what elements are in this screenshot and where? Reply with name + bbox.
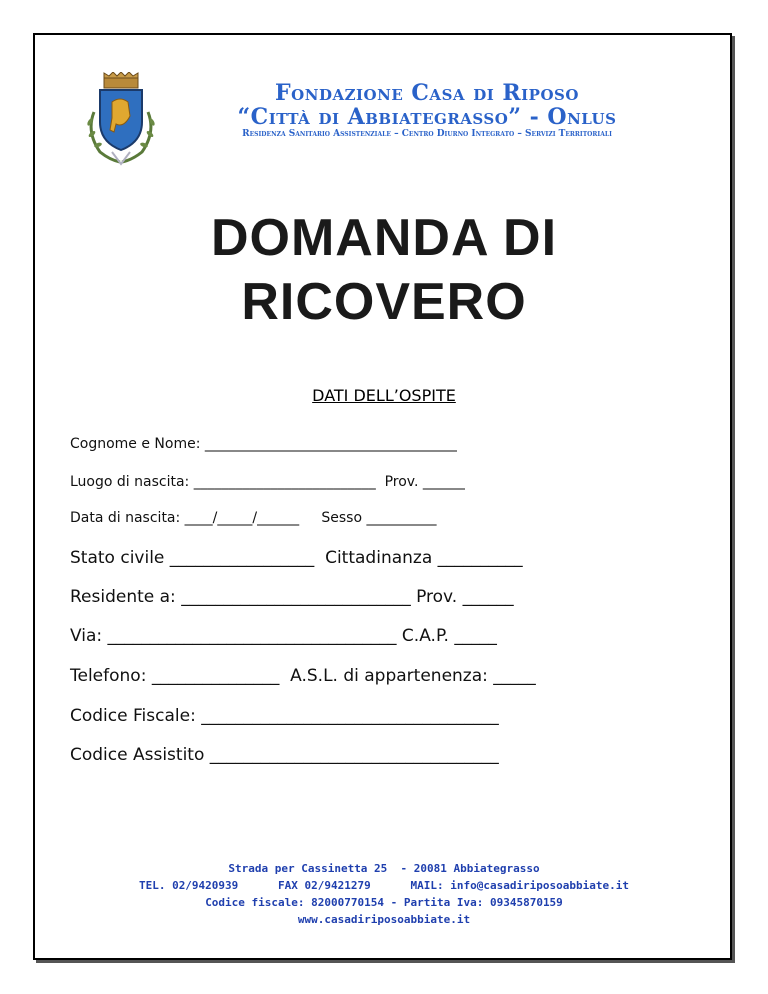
field-luogo-nascita[interactable]: Luogo di nascita: __________________________ Prov. ______ [70, 474, 465, 490]
field-telefono[interactable]: Telefono: _______________ A.S.L. di appartenenza: _____ [70, 666, 536, 686]
document-title-line2: RICOVERO [241, 273, 527, 331]
field-cognome-nome[interactable]: Cognome e Nome: ____________________________________ [70, 436, 457, 452]
footer-fiscal: Codice fiscale: 82000770154 - Partita Iva: 09345870159 [205, 896, 563, 909]
coat-of-arms-icon [80, 72, 162, 168]
section-heading: DATI DELL’OSPITE [312, 386, 456, 405]
footer-address: Strada per Cassinetta 25 - 20081 Abbiategrasso [228, 862, 540, 875]
field-data-nascita[interactable]: Data di nascita: ____/_____/______ Sesso __________ [70, 510, 437, 526]
field-stato-civile[interactable]: Stato civile _________________ Cittadinanza __________ [70, 548, 523, 568]
footer-contacts: TEL. 02/9420939 FAX 02/9421279 MAIL: info@casadiriposoabbiate.it [138, 879, 630, 892]
org-name-line1: Fondazione Casa di Riposo [275, 80, 579, 106]
field-codice-assistito[interactable]: Codice Assistito __________________________________ [70, 745, 499, 765]
document-title-line1: DOMANDA DI [210, 209, 558, 267]
org-subtitle: Residenza Sanitario Assistenziale – Centro Diurno Integrato – Servizi Territoriali [242, 129, 612, 139]
field-via[interactable]: Via: __________________________________ C.A.P. _____ [70, 626, 497, 646]
field-residente[interactable]: Residente a: ___________________________ Prov. ______ [70, 587, 514, 607]
footer-website[interactable]: www.casadiriposoabbiate.it [297, 913, 471, 926]
page-border [33, 33, 732, 960]
org-name-line2: “Città di Abbiategrasso” - Onlus [237, 104, 617, 130]
field-codice-fiscale[interactable]: Codice Fiscale: ___________________________________ [70, 706, 499, 726]
